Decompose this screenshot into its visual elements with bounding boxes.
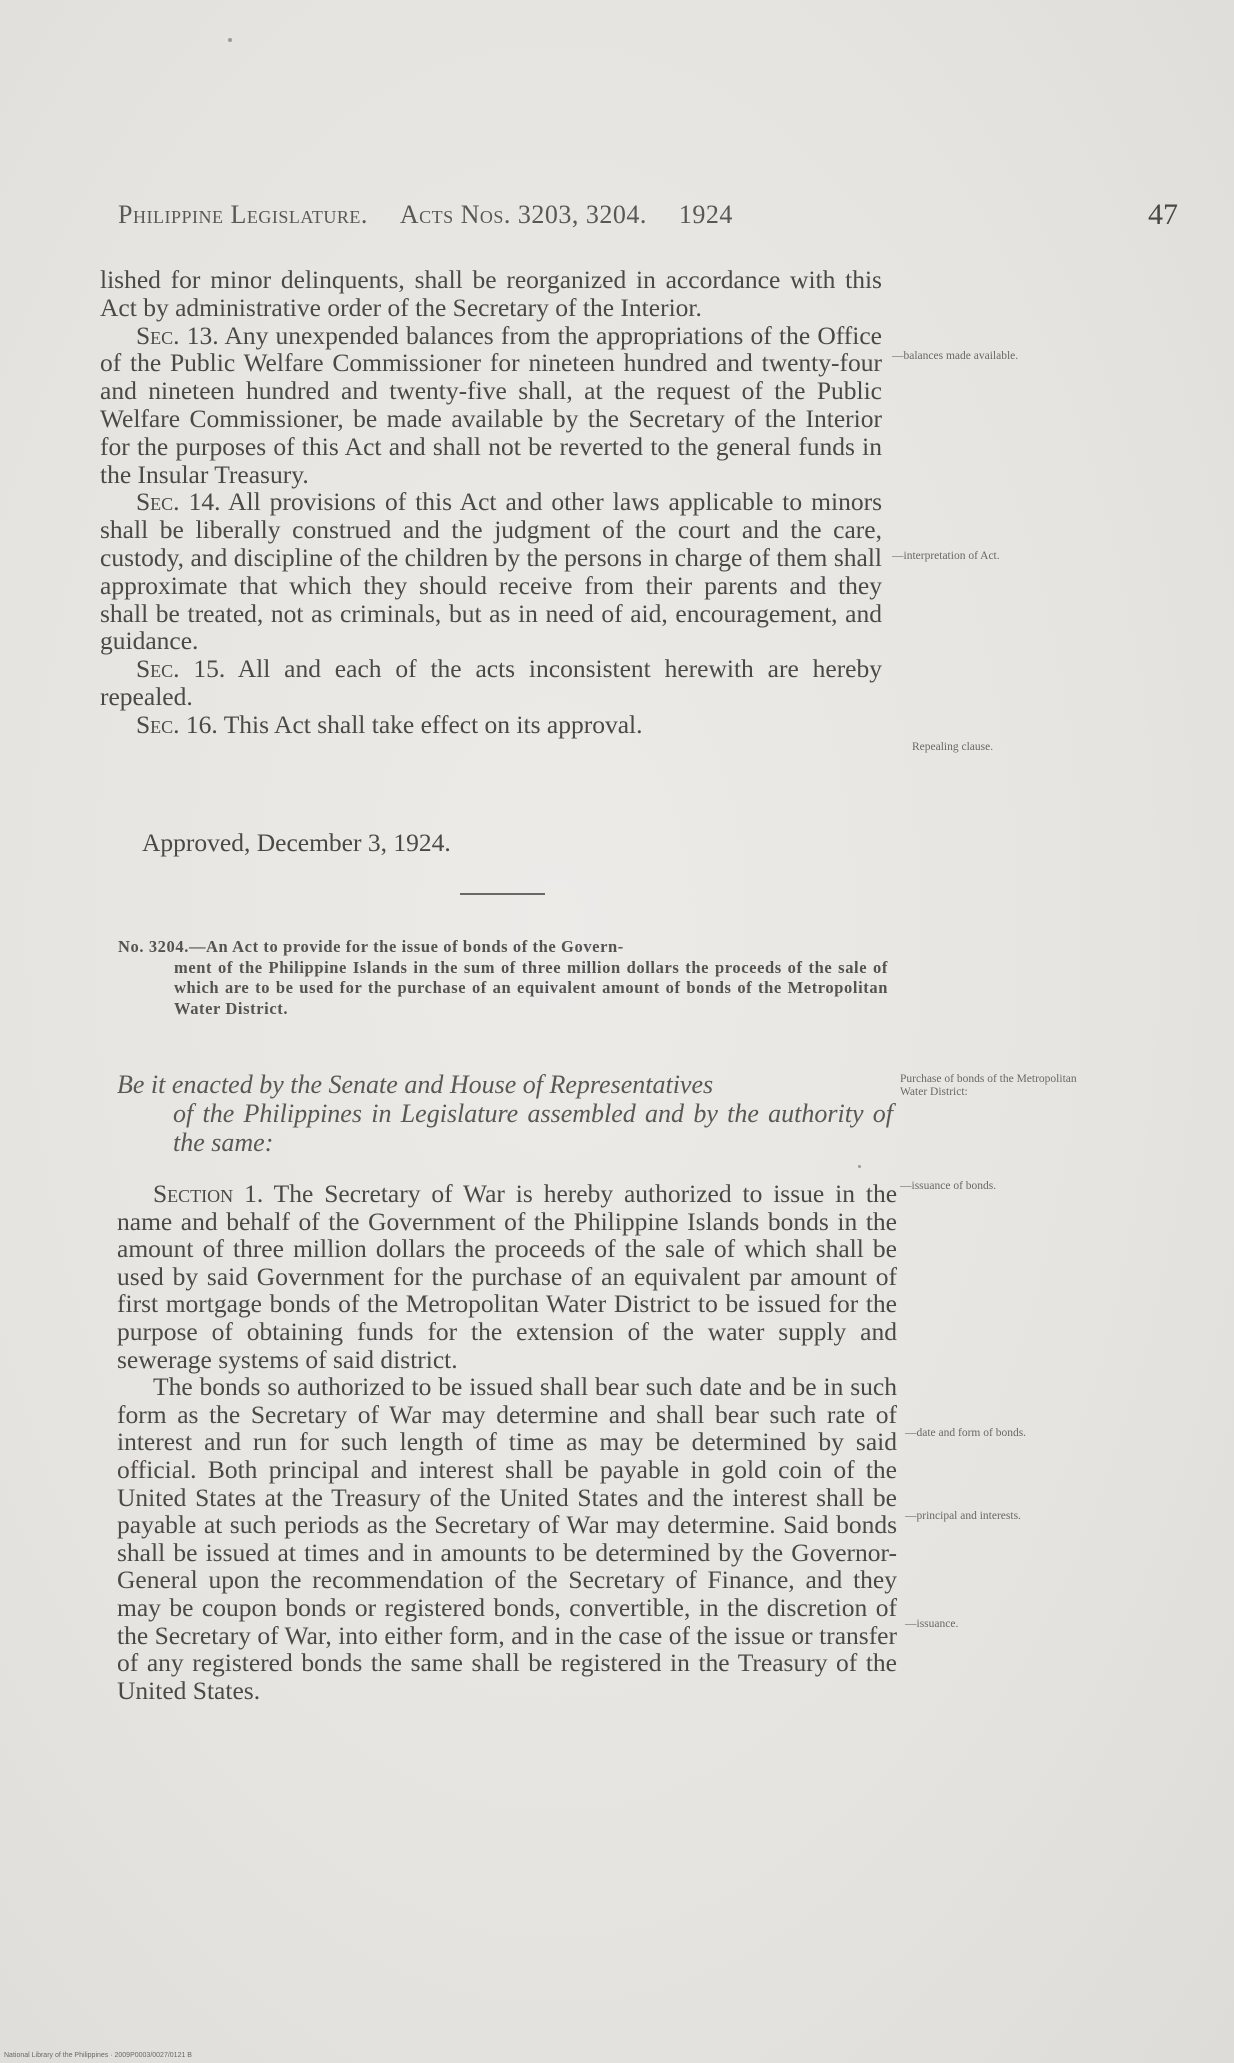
margin-note-purchase: Purchase of bonds of the Metropolitan Water District: (900, 1073, 1077, 1098)
header-year: 1924 (678, 200, 733, 229)
section-16 (100, 711, 882, 739)
section-1-text: The Secretary of War is hereby authorized to issue in the name and behalf of the Government of the Philippine Islands bonds in the amount of three million dollars the proceeds of the sale of which shall be used by said Government for the purchase of an equivalent par amount of first mortgage bonds of the Metropolitan Water District to be issued for the purpose of obtaining funds for the extension of the water supply and sewerage systems of said district. (117, 1179, 898, 1374)
section-14-label: Sec. 14. (136, 487, 221, 517)
margin-note-date-form: —date and form of bonds. (905, 1427, 1027, 1439)
section-16-label: Sec. 16. (136, 709, 218, 739)
section-13-label: Sec. 13. (136, 320, 219, 350)
margin-note-balances: —balances made available. (892, 350, 1019, 362)
enacting-clause-line1: Be it enacted by the Senate and House of Representatives (117, 1070, 714, 1099)
running-header (118, 200, 733, 230)
margin-note-issuance-of-bonds: —issuance of bonds. (900, 1180, 997, 1192)
enacting-clause (117, 1070, 893, 1157)
paper-speck (228, 38, 232, 42)
section-13-text: Any unexpended balances from the appropriations of the Office of the Public Welfare Commissioner for nineteen hundred and twenty-four and nineteen hundred and twenty-five shall, at the request of the Public Welfare Commissioner, be made available by the Secretary of the Interior for the purposes of this Act and shall not be reverted to the general funds in the Insular Treasury. (100, 320, 882, 489)
acts-label: Acts Nos. 3203, 3204. (399, 200, 647, 229)
margin-note-repealing: Repealing clause. (912, 741, 994, 753)
section-13 (100, 322, 882, 489)
act-title-rest: ment of the Philippine Islands in the sum of three million dollars the proceeds of the sale of which are to be used for the purchase of an equivalent amount of bonds of the Metropolitan Water District. (174, 957, 888, 1018)
section-15-label: Sec. 15. (136, 654, 226, 684)
margin-note-principal: —principal and interests. (905, 1510, 1021, 1522)
margin-note-interpretation: —interpretation of Act. (892, 550, 1000, 562)
section-14 (100, 488, 882, 655)
section-divider (460, 893, 545, 895)
section-1-label: Section 1. (153, 1179, 264, 1208)
text-block-section-1 (117, 1180, 897, 1704)
margin-note-issuance: —issuance. (905, 1618, 959, 1630)
section-15-text: All and each of the acts inconsistent herewith are hereby repealed. (100, 654, 882, 711)
text-block-sections-13-16 (100, 266, 882, 739)
page-number: 47 (1148, 198, 1178, 231)
bonds-paragraph: The bonds so authorized to be issued shall bear such date and be in such form as the Secretary of War may determine and shall bear such rate of interest and run for such length of time as may be determined by said official. Both principal and interest shall be payable in gold coin of the United States at the Treasury of the United States and the interest shall be payable at such periods as the Secretary of War may determine. Said bonds shall be issued at times and in amounts to be determined by the Governor-General upon the recommendation of the Secretary of Finance, and they may be coupon bonds or registered bonds, convertible, in the discretion of the Secretary of War, into either form, and in the case of the issue or transfer of any registered bonds the same shall be registered in the Treasury of the United States. (117, 1372, 897, 1705)
approval-date: Approved, December 3, 1924. (142, 828, 451, 857)
section-15 (100, 655, 882, 711)
section-1 (117, 1180, 897, 1373)
paper-speck (858, 1165, 861, 1168)
scan-footer: National Library of the Philippines · 2009P0003/0027/0121 B (4, 2052, 192, 2059)
paragraph-continuation: lished for minor delinquents, shall be reorganized in accordance with this Act by administrative order of the Secretary of the Interior. (100, 265, 882, 322)
act-3204-title (118, 937, 888, 1019)
act-title-line1: No. 3204.—An Act to provide for the issue of bonds of the Govern- (118, 937, 624, 956)
running-title: Philippine Legislature. (118, 200, 368, 229)
enacting-clause-rest: of the Philippines in Legislature assembled and by the authority of the same: (173, 1099, 893, 1157)
section-14-text: All provisions of this Act and other laws applicable to minors shall be liberally construed and the judgment of the court and the care, custody, and discipline of the children by the persons in charge of them shall approximate that which they should receive from their parents and they shall be treated, not as criminals, but as in need of aid, encouragement, and guidance. (100, 487, 882, 656)
section-16-text: This Act shall take effect on its approval. (223, 709, 643, 739)
